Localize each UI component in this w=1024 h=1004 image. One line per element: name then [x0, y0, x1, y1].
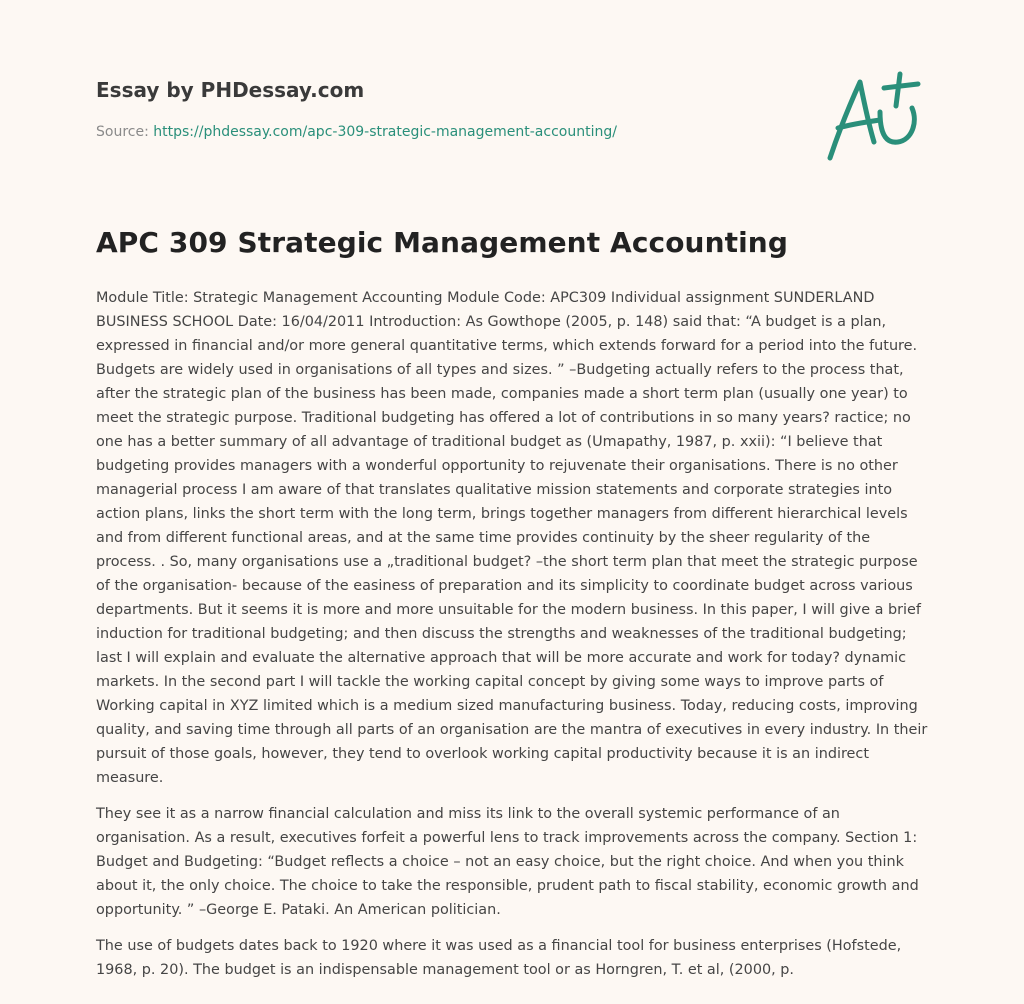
- source-link[interactable]: https://phdessay.com/apc-309-strategic-management-accounting/: [153, 124, 617, 140]
- paragraph-1: Module Title: Strategic Management Accounting Module Code: APC309 Individual assignment SUNDERLAND BUSINESS SCHOOL Date: 16/04/2011 Introduction: As Gowthope (2005, p. 148) said that: “A budget is a plan, expressed in financial and/or more general quantitative terms, which extends forward for a period into the future. Budgets are widely used in organisations of all types and sizes. ” –Budgeting actually refers to the process that, after the strategic plan of the business has been made, companies made a short term plan (usually one year) to meet the strategic purpose. Traditional budgeting has offered a lot of contributions in so many years? ractice; no one has a better summary of all advantage of traditional budget as (Umapathy, 1987, p. xxii): “I believe that budgeting provides managers with a wonderful opportunity to rejuvenate their organisations. There is no other managerial process I am aware of that translates qualitative mission statements and corporate strategies into action plans, links the short term with the long term, brings together managers from different hierarchical levels and from different functional areas, and at the same time provides continuity by the sheer regularity of the process. . So, many organisations use a „traditional budget? –the short term plan that meet the strategic purpose of the organisation- because of the easiness of preparation and its simplicity to coordinate budget across various departments. But it seems it is more and more unsuitable for the modern business. In this paper, I will give a brief induction for traditional budgeting; and then discuss the strengths and weaknesses of the traditional budgeting; last I will explain and evaluate the alternative approach that will be more accurate and work for today? dynamic markets. In the second part I will tackle the working capital concept by giving some ways to improve parts of Working capital in XYZ limited which is a medium sized manufacturing business. Today, reducing costs, improving quality, and saving time through all parts of an organisation are the mantra of executives in every industry. In their pursuit of those goals, however, they tend to overlook working capital productivity because it is an indirect measure.: [96, 290, 928, 786]
- brand-title: Essay by PHDessay.com: [96, 78, 365, 102]
- paragraph-2: They see it as a narrow financial calculation and miss its link to the overall systemic performance of an organisation. As a result, executives forfeit a powerful lens to track improvements across the company. Section 1: Budget and Budgeting: “Budget reflects a choice – not an easy choice, but the right choice. And when you think about it, the only choice. The choice to take the responsible, prudent path to fiscal stability, economic growth and opportunity. ” –George E. Pataki. An American politician.: [96, 806, 919, 918]
- essay-body: [96, 286, 932, 994]
- a-plus-logo-icon: [818, 66, 930, 166]
- paragraph-3: The use of budgets dates back to 1920 where it was used as a financial tool for business enterprises (Hofstede, 1968, p. 20). The budget is an indispensable management tool or as Horngren, T. et al, (2000, p.: [96, 938, 902, 978]
- source-label: Source:: [96, 124, 149, 140]
- source-line: [96, 124, 617, 140]
- essay-title: APC 309 Strategic Management Accounting: [96, 226, 788, 259]
